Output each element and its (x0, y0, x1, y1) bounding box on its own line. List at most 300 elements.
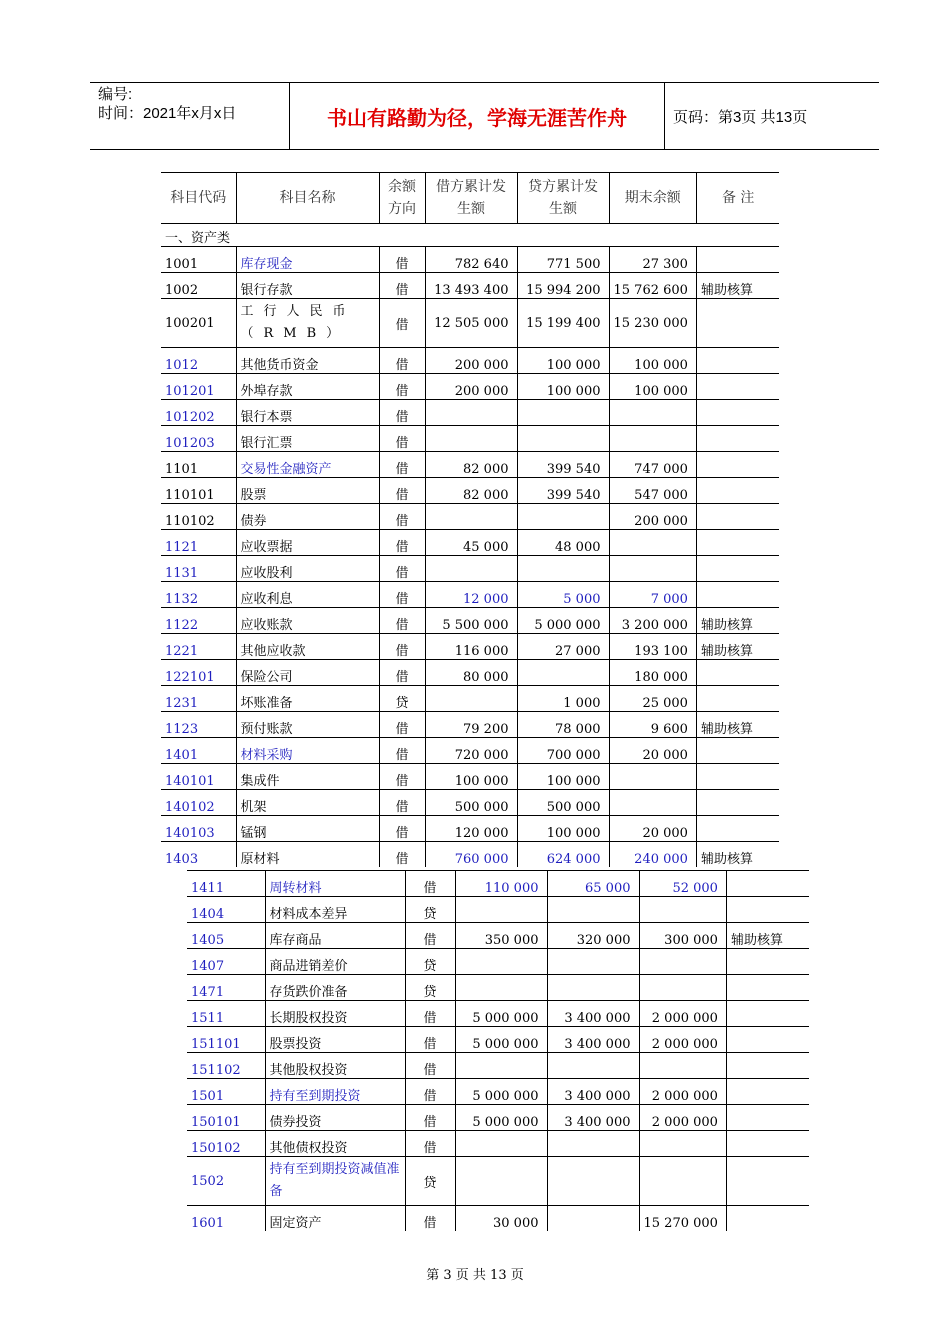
remark (696, 400, 779, 426)
remark: 辅助核算 (696, 608, 779, 634)
account-code: 1123 (161, 712, 236, 738)
remark: 辅助核算 (696, 842, 779, 868)
debit-total: 5 000 000 (455, 1027, 547, 1053)
account-code: 1502 (187, 1157, 265, 1206)
ending-balance: 20 000 (609, 738, 696, 764)
credit-total: 320 000 (547, 923, 639, 949)
ending-balance: 300 000 (639, 923, 726, 949)
table-row (161, 790, 779, 816)
time-label: 时间：2021年x月x日 (98, 105, 237, 122)
credit-total: 15 199 400 (517, 299, 609, 348)
account-name: 存货跌价准备 (265, 975, 405, 1001)
table-row (161, 660, 779, 686)
remark (726, 1053, 809, 1079)
account-code: 1231 (161, 686, 236, 712)
debit-total: 110 000 (455, 871, 547, 897)
credit-total: 1 000 (517, 686, 609, 712)
credit-total (517, 660, 609, 686)
table-row (161, 273, 779, 299)
debit-total (425, 426, 517, 452)
table-row (161, 634, 779, 660)
account-code: 1122 (161, 608, 236, 634)
debit-total: 80 000 (425, 660, 517, 686)
credit-total (517, 556, 609, 582)
remark (696, 816, 779, 842)
account-code: 1411 (187, 871, 265, 897)
account-name: 股票投资 (265, 1027, 405, 1053)
account-code: 150102 (187, 1131, 265, 1157)
account-code: 1131 (161, 556, 236, 582)
table-row (161, 686, 779, 712)
credit-total (517, 400, 609, 426)
page-footer: 第 3 页 共 13 页 (426, 1268, 524, 1283)
ending-balance (609, 400, 696, 426)
credit-total: 100 000 (517, 374, 609, 400)
credit-total (547, 1053, 639, 1079)
credit-total: 65 000 (547, 871, 639, 897)
table-row (161, 400, 779, 426)
debit-total (455, 949, 547, 975)
account-code: 101202 (161, 400, 236, 426)
header-cell: 贷方累计发生额 (517, 173, 609, 224)
account-code: 1501 (187, 1079, 265, 1105)
credit-total: 27 000 (517, 634, 609, 660)
debit-total: 30 000 (455, 1206, 547, 1232)
credit-total (547, 897, 639, 923)
ending-balance: 3 200 000 (609, 608, 696, 634)
ending-balance (639, 897, 726, 923)
ending-balance: 747 000 (609, 452, 696, 478)
remark (696, 660, 779, 686)
ending-balance: 7 000 (609, 582, 696, 608)
header-cell: 期末余额 (609, 173, 696, 224)
account-code: 100201 (161, 299, 236, 348)
remark (696, 426, 779, 452)
account-name: 坏账准备 (236, 686, 379, 712)
debit-total (455, 1157, 547, 1206)
balance-direction: 借 (379, 348, 425, 374)
remark (726, 975, 809, 1001)
balance-direction: 借 (405, 1053, 455, 1079)
account-code: 151101 (187, 1027, 265, 1053)
balance-direction: 借 (379, 374, 425, 400)
remark (696, 504, 779, 530)
debit-total: 350 000 (455, 923, 547, 949)
table-row (161, 374, 779, 400)
debit-total: 5 000 000 (455, 1001, 547, 1027)
balance-direction: 借 (379, 504, 425, 530)
account-name: 预付账款 (236, 712, 379, 738)
debit-total: 200 000 (425, 348, 517, 374)
balance-direction: 借 (405, 1131, 455, 1157)
account-code: 140101 (161, 764, 236, 790)
credit-total: 100 000 (517, 816, 609, 842)
table-row (161, 299, 779, 348)
debit-total: 116 000 (425, 634, 517, 660)
balance-direction: 借 (405, 1079, 455, 1105)
ending-balance: 240 000 (609, 842, 696, 868)
balance-direction: 借 (405, 1027, 455, 1053)
account-name: 应收账款 (236, 608, 379, 634)
table-row (161, 764, 779, 790)
balance-direction: 借 (379, 660, 425, 686)
remark (696, 299, 779, 348)
table-row (161, 582, 779, 608)
remark (696, 478, 779, 504)
debit-total (425, 400, 517, 426)
debit-total: 12 000 (425, 582, 517, 608)
remark (726, 1105, 809, 1131)
header-meta (98, 85, 288, 123)
account-balance-table (161, 172, 779, 867)
ending-balance: 2 000 000 (639, 1105, 726, 1131)
account-name: 周转材料 (265, 871, 405, 897)
table-row (187, 897, 809, 923)
remark (696, 556, 779, 582)
table-row (161, 247, 779, 273)
account-balance-table-continued (187, 870, 809, 1231)
credit-total (547, 1206, 639, 1232)
table-row (161, 842, 779, 868)
balance-direction: 借 (405, 1105, 455, 1131)
credit-total (547, 1131, 639, 1157)
credit-total: 3 400 000 (547, 1079, 639, 1105)
remark: 辅助核算 (726, 923, 809, 949)
balance-direction: 贷 (405, 975, 455, 1001)
account-name: 工行人民币（RMB） (236, 299, 379, 348)
table-row (161, 530, 779, 556)
account-name: 银行汇票 (236, 426, 379, 452)
balance-direction: 借 (379, 530, 425, 556)
credit-total: 500 000 (517, 790, 609, 816)
account-code: 1012 (161, 348, 236, 374)
credit-total: 48 000 (517, 530, 609, 556)
account-code: 1405 (187, 923, 265, 949)
debit-total: 200 000 (425, 374, 517, 400)
account-name: 债券投资 (265, 1105, 405, 1131)
credit-total (517, 504, 609, 530)
account-code: 150101 (187, 1105, 265, 1131)
account-code: 1401 (161, 738, 236, 764)
table-row (161, 348, 779, 374)
balance-direction: 借 (379, 478, 425, 504)
account-name: 持有至到期投资减值准备 (265, 1157, 405, 1206)
debit-total: 5 500 000 (425, 608, 517, 634)
credit-total: 100 000 (517, 348, 609, 374)
balance-direction: 借 (405, 871, 455, 897)
ending-balance: 15 230 000 (609, 299, 696, 348)
account-name: 集成件 (236, 764, 379, 790)
account-name: 长期股权投资 (265, 1001, 405, 1027)
account-code: 1403 (161, 842, 236, 868)
ending-balance: 180 000 (609, 660, 696, 686)
remark (696, 530, 779, 556)
debit-total: 12 505 000 (425, 299, 517, 348)
remark (726, 1001, 809, 1027)
credit-total: 700 000 (517, 738, 609, 764)
ending-balance: 52 000 (639, 871, 726, 897)
account-name: 保险公司 (236, 660, 379, 686)
account-code: 1221 (161, 634, 236, 660)
ending-balance: 200 000 (609, 504, 696, 530)
credit-total (517, 426, 609, 452)
ending-balance: 2 000 000 (639, 1079, 726, 1105)
debit-total: 82 000 (425, 452, 517, 478)
number-label: 编号: (98, 86, 133, 103)
credit-total: 399 540 (517, 478, 609, 504)
account-name: 应收利息 (236, 582, 379, 608)
remark: 辅助核算 (696, 273, 779, 299)
account-code: 110102 (161, 504, 236, 530)
ending-balance (639, 949, 726, 975)
debit-total (455, 975, 547, 1001)
balance-direction: 借 (379, 400, 425, 426)
account-code: 101201 (161, 374, 236, 400)
credit-total: 3 400 000 (547, 1027, 639, 1053)
table-row (187, 1001, 809, 1027)
ending-balance: 9 600 (609, 712, 696, 738)
table-header-row (161, 173, 779, 224)
debit-total: 5 000 000 (455, 1105, 547, 1131)
balance-direction: 借 (379, 556, 425, 582)
credit-total: 399 540 (517, 452, 609, 478)
table-row (187, 1053, 809, 1079)
table-row (187, 1157, 809, 1206)
balance-direction: 借 (405, 1001, 455, 1027)
remark (726, 949, 809, 975)
debit-total (425, 556, 517, 582)
table-row (161, 556, 779, 582)
credit-total (547, 949, 639, 975)
account-name: 银行本票 (236, 400, 379, 426)
table-row (187, 1079, 809, 1105)
account-code: 1132 (161, 582, 236, 608)
ending-balance: 15 270 000 (639, 1206, 726, 1232)
ending-balance (639, 1157, 726, 1206)
account-name: 应收票据 (236, 530, 379, 556)
account-name: 库存商品 (265, 923, 405, 949)
page-indicator: 页码：第3页 共13页 (673, 108, 808, 126)
header-cell: 科目名称 (236, 173, 379, 224)
balance-direction: 借 (379, 247, 425, 273)
remark (726, 1079, 809, 1105)
account-code: 122101 (161, 660, 236, 686)
ending-balance (609, 426, 696, 452)
account-code: 140102 (161, 790, 236, 816)
balance-direction: 借 (379, 764, 425, 790)
balance-direction: 贷 (379, 686, 425, 712)
account-name: 其他应收款 (236, 634, 379, 660)
debit-total (425, 686, 517, 712)
debit-total: 100 000 (425, 764, 517, 790)
remark (696, 374, 779, 400)
balance-direction: 借 (379, 582, 425, 608)
debit-total: 82 000 (425, 478, 517, 504)
ending-balance (609, 764, 696, 790)
debit-total: 45 000 (425, 530, 517, 556)
category-row (161, 224, 779, 247)
ending-balance: 100 000 (609, 348, 696, 374)
ending-balance: 25 000 (609, 686, 696, 712)
remark (696, 582, 779, 608)
account-name: 其他债权投资 (265, 1131, 405, 1157)
account-code: 110101 (161, 478, 236, 504)
debit-total (425, 504, 517, 530)
credit-total: 3 400 000 (547, 1105, 639, 1131)
account-name: 锰钢 (236, 816, 379, 842)
debit-total: 5 000 000 (455, 1079, 547, 1105)
table-row (187, 923, 809, 949)
remark: 辅助核算 (696, 712, 779, 738)
debit-total: 720 000 (425, 738, 517, 764)
remark (696, 348, 779, 374)
account-name: 外埠存款 (236, 374, 379, 400)
ending-balance (609, 790, 696, 816)
account-code: 1601 (187, 1206, 265, 1232)
account-name: 库存现金 (236, 247, 379, 273)
account-code: 1121 (161, 530, 236, 556)
ending-balance: 193 100 (609, 634, 696, 660)
table-row (161, 504, 779, 530)
credit-total: 5 000 000 (517, 608, 609, 634)
remark (726, 1157, 809, 1206)
table-row (161, 712, 779, 738)
remark (696, 247, 779, 273)
account-name: 持有至到期投资 (265, 1079, 405, 1105)
debit-total (455, 1053, 547, 1079)
balance-direction: 借 (405, 1206, 455, 1232)
table-row (161, 452, 779, 478)
remark (696, 738, 779, 764)
account-name: 材料成本差异 (265, 897, 405, 923)
balance-direction: 借 (379, 634, 425, 660)
credit-total: 3 400 000 (547, 1001, 639, 1027)
account-code: 1471 (187, 975, 265, 1001)
ending-balance (639, 1131, 726, 1157)
motto: 书山有路勤为径，学海无涯苦作舟 (289, 83, 665, 149)
table-row (187, 1105, 809, 1131)
balance-direction: 借 (379, 299, 425, 348)
remark (696, 764, 779, 790)
account-name: 材料采购 (236, 738, 379, 764)
account-name: 交易性金融资产 (236, 452, 379, 478)
remark (726, 1027, 809, 1053)
balance-direction: 贷 (405, 949, 455, 975)
header-cell: 余额方向 (379, 173, 425, 224)
remark (696, 790, 779, 816)
account-name: 其他股权投资 (265, 1053, 405, 1079)
account-code: 151102 (187, 1053, 265, 1079)
debit-total: 500 000 (425, 790, 517, 816)
ending-balance: 100 000 (609, 374, 696, 400)
remark: 辅助核算 (696, 634, 779, 660)
debit-total: 782 640 (425, 247, 517, 273)
account-code: 1001 (161, 247, 236, 273)
debit-total (455, 897, 547, 923)
category-label: 一、资产类 (165, 231, 231, 246)
table-row (161, 816, 779, 842)
ending-balance: 547 000 (609, 478, 696, 504)
ending-balance (609, 530, 696, 556)
account-code: 1511 (187, 1001, 265, 1027)
table-row (187, 1206, 809, 1232)
credit-total: 624 000 (517, 842, 609, 868)
account-code: 1404 (187, 897, 265, 923)
remark (696, 686, 779, 712)
credit-total: 100 000 (517, 764, 609, 790)
table-row (187, 949, 809, 975)
account-code: 1101 (161, 452, 236, 478)
account-name: 固定资产 (265, 1206, 405, 1232)
ending-balance: 15 762 600 (609, 273, 696, 299)
credit-total: 771 500 (517, 247, 609, 273)
remark (696, 452, 779, 478)
header-cell: 备 注 (696, 173, 779, 224)
account-code: 101203 (161, 426, 236, 452)
balance-direction: 借 (379, 608, 425, 634)
credit-total (547, 975, 639, 1001)
credit-total: 78 000 (517, 712, 609, 738)
ending-balance (639, 975, 726, 1001)
remark (726, 897, 809, 923)
account-code: 140103 (161, 816, 236, 842)
balance-direction: 借 (379, 790, 425, 816)
credit-total: 5 000 (517, 582, 609, 608)
balance-direction: 贷 (405, 1157, 455, 1206)
balance-direction: 借 (379, 816, 425, 842)
ending-balance (609, 556, 696, 582)
ending-balance: 2 000 000 (639, 1027, 726, 1053)
remark (726, 871, 809, 897)
account-code: 1407 (187, 949, 265, 975)
header-cell: 科目代码 (161, 173, 236, 224)
remark (726, 1206, 809, 1232)
debit-total: 79 200 (425, 712, 517, 738)
remark (726, 1131, 809, 1157)
table-row (161, 426, 779, 452)
balance-direction: 贷 (405, 897, 455, 923)
debit-total: 760 000 (425, 842, 517, 868)
account-name: 应收股利 (236, 556, 379, 582)
table-row (161, 738, 779, 764)
balance-direction: 借 (379, 452, 425, 478)
balance-direction: 借 (379, 712, 425, 738)
balance-direction: 借 (379, 842, 425, 868)
page-header (90, 82, 879, 150)
debit-total: 120 000 (425, 816, 517, 842)
table-row (161, 478, 779, 504)
table-row (187, 1131, 809, 1157)
ending-balance: 20 000 (609, 816, 696, 842)
credit-total (547, 1157, 639, 1206)
table-row (161, 608, 779, 634)
balance-direction: 借 (405, 923, 455, 949)
header-cell: 借方累计发生额 (425, 173, 517, 224)
balance-direction: 借 (379, 273, 425, 299)
ending-balance: 27 300 (609, 247, 696, 273)
account-code: 1002 (161, 273, 236, 299)
debit-total: 13 493 400 (425, 273, 517, 299)
table-row (187, 975, 809, 1001)
account-name: 债券 (236, 504, 379, 530)
balance-direction: 借 (379, 426, 425, 452)
credit-total: 15 994 200 (517, 273, 609, 299)
account-name: 原材料 (236, 842, 379, 868)
account-name: 股票 (236, 478, 379, 504)
balance-direction: 借 (379, 738, 425, 764)
account-name: 其他货币资金 (236, 348, 379, 374)
ending-balance (639, 1053, 726, 1079)
